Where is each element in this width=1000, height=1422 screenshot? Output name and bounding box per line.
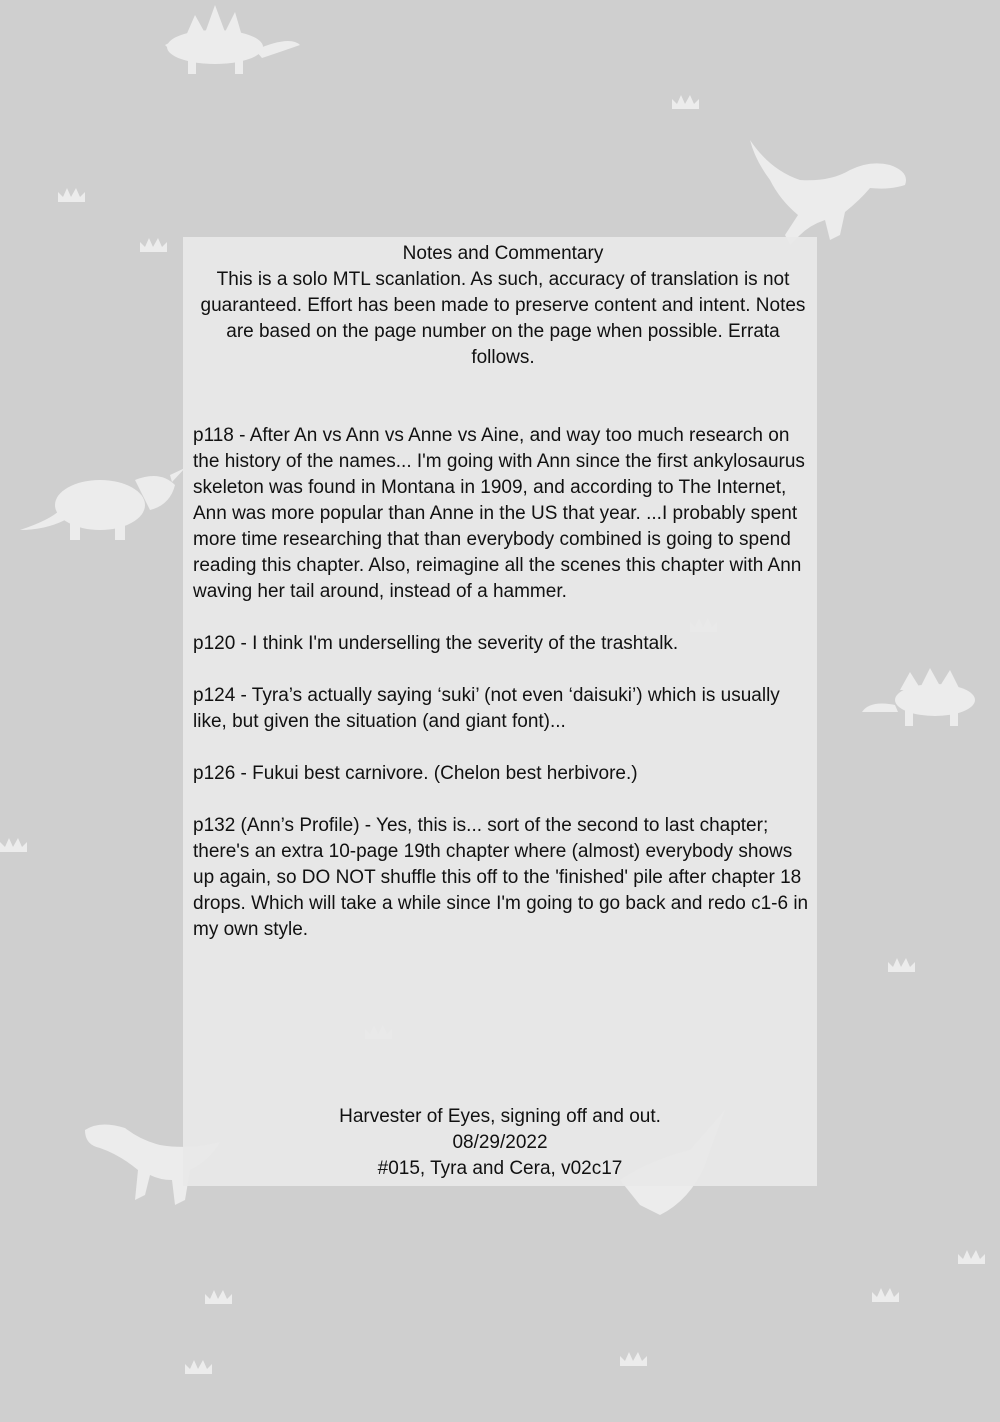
intro-text: This is a solo MTL scanlation. As such, accuracy of translation is not guaranteed. Effort has been made to preserve content and intent. Notes are based on the page number on the page when possible. Errata follows. xyxy=(200,269,806,368)
crown-icon xyxy=(58,188,85,202)
crown-icon xyxy=(672,95,699,109)
crown-icon xyxy=(872,1288,899,1302)
crown-icon xyxy=(620,1352,647,1366)
stegosaurus-icon xyxy=(862,668,975,726)
crown-icon xyxy=(185,1360,212,1374)
crown-icon xyxy=(958,1250,985,1264)
page-title: Notes and Commentary xyxy=(402,243,604,264)
note-p118: p118 - After An vs Ann vs Anne vs Aine, and way too much research on the history of the names... I'm going with Ann since the first ankylosaurus skeleton was found in Montana in 1909, and according to The Internet, Ann was more popular than Anne in the US that year. ...I probably spent more time researching that than everybody combined is going to spend reading this chapter. Also, reimagine all the scenes this chapter with Ann waving her tail around, instead of a hammer. xyxy=(193,425,805,602)
crown-icon xyxy=(205,1290,232,1304)
signoff-text: Harvester of Eyes, signing off and out. xyxy=(339,1106,661,1127)
crown-icon xyxy=(140,238,167,252)
note-p124: p124 - Tyra’s actually saying ‘suki’ (not even ‘daisuki’) which is usually like, but given the situation (and giant font)... xyxy=(193,685,780,732)
crown-icon xyxy=(888,958,915,972)
release-label: #015, Tyra and Cera, v02c17 xyxy=(377,1158,623,1179)
triceratops-icon xyxy=(20,468,185,540)
errata-list xyxy=(193,423,813,943)
signoff-date: 08/29/2022 xyxy=(452,1132,548,1153)
note-p132: p132 (Ann’s Profile) - Yes, this is... sort of the second to last chapter; there's an extra 10-page 19th chapter where (almost) everybody shows up again, so DO NOT shuffle this off to the 'finished' pile after chapter 18 drops. Which will take a while since I'm going to go back and redo c1-6 in my own style. xyxy=(193,815,809,940)
stegosaurus-icon xyxy=(165,5,300,74)
t-rex-icon xyxy=(750,140,906,245)
crown-icon xyxy=(0,838,27,852)
notes-content xyxy=(193,241,813,969)
notes-header xyxy=(193,241,813,371)
note-p120: p120 - I think I'm underselling the severity of the trashtalk. xyxy=(193,633,679,654)
note-p126: p126 - Fukui best carnivore. (Chelon best herbivore.) xyxy=(193,763,638,784)
signoff-footer xyxy=(183,1104,817,1182)
